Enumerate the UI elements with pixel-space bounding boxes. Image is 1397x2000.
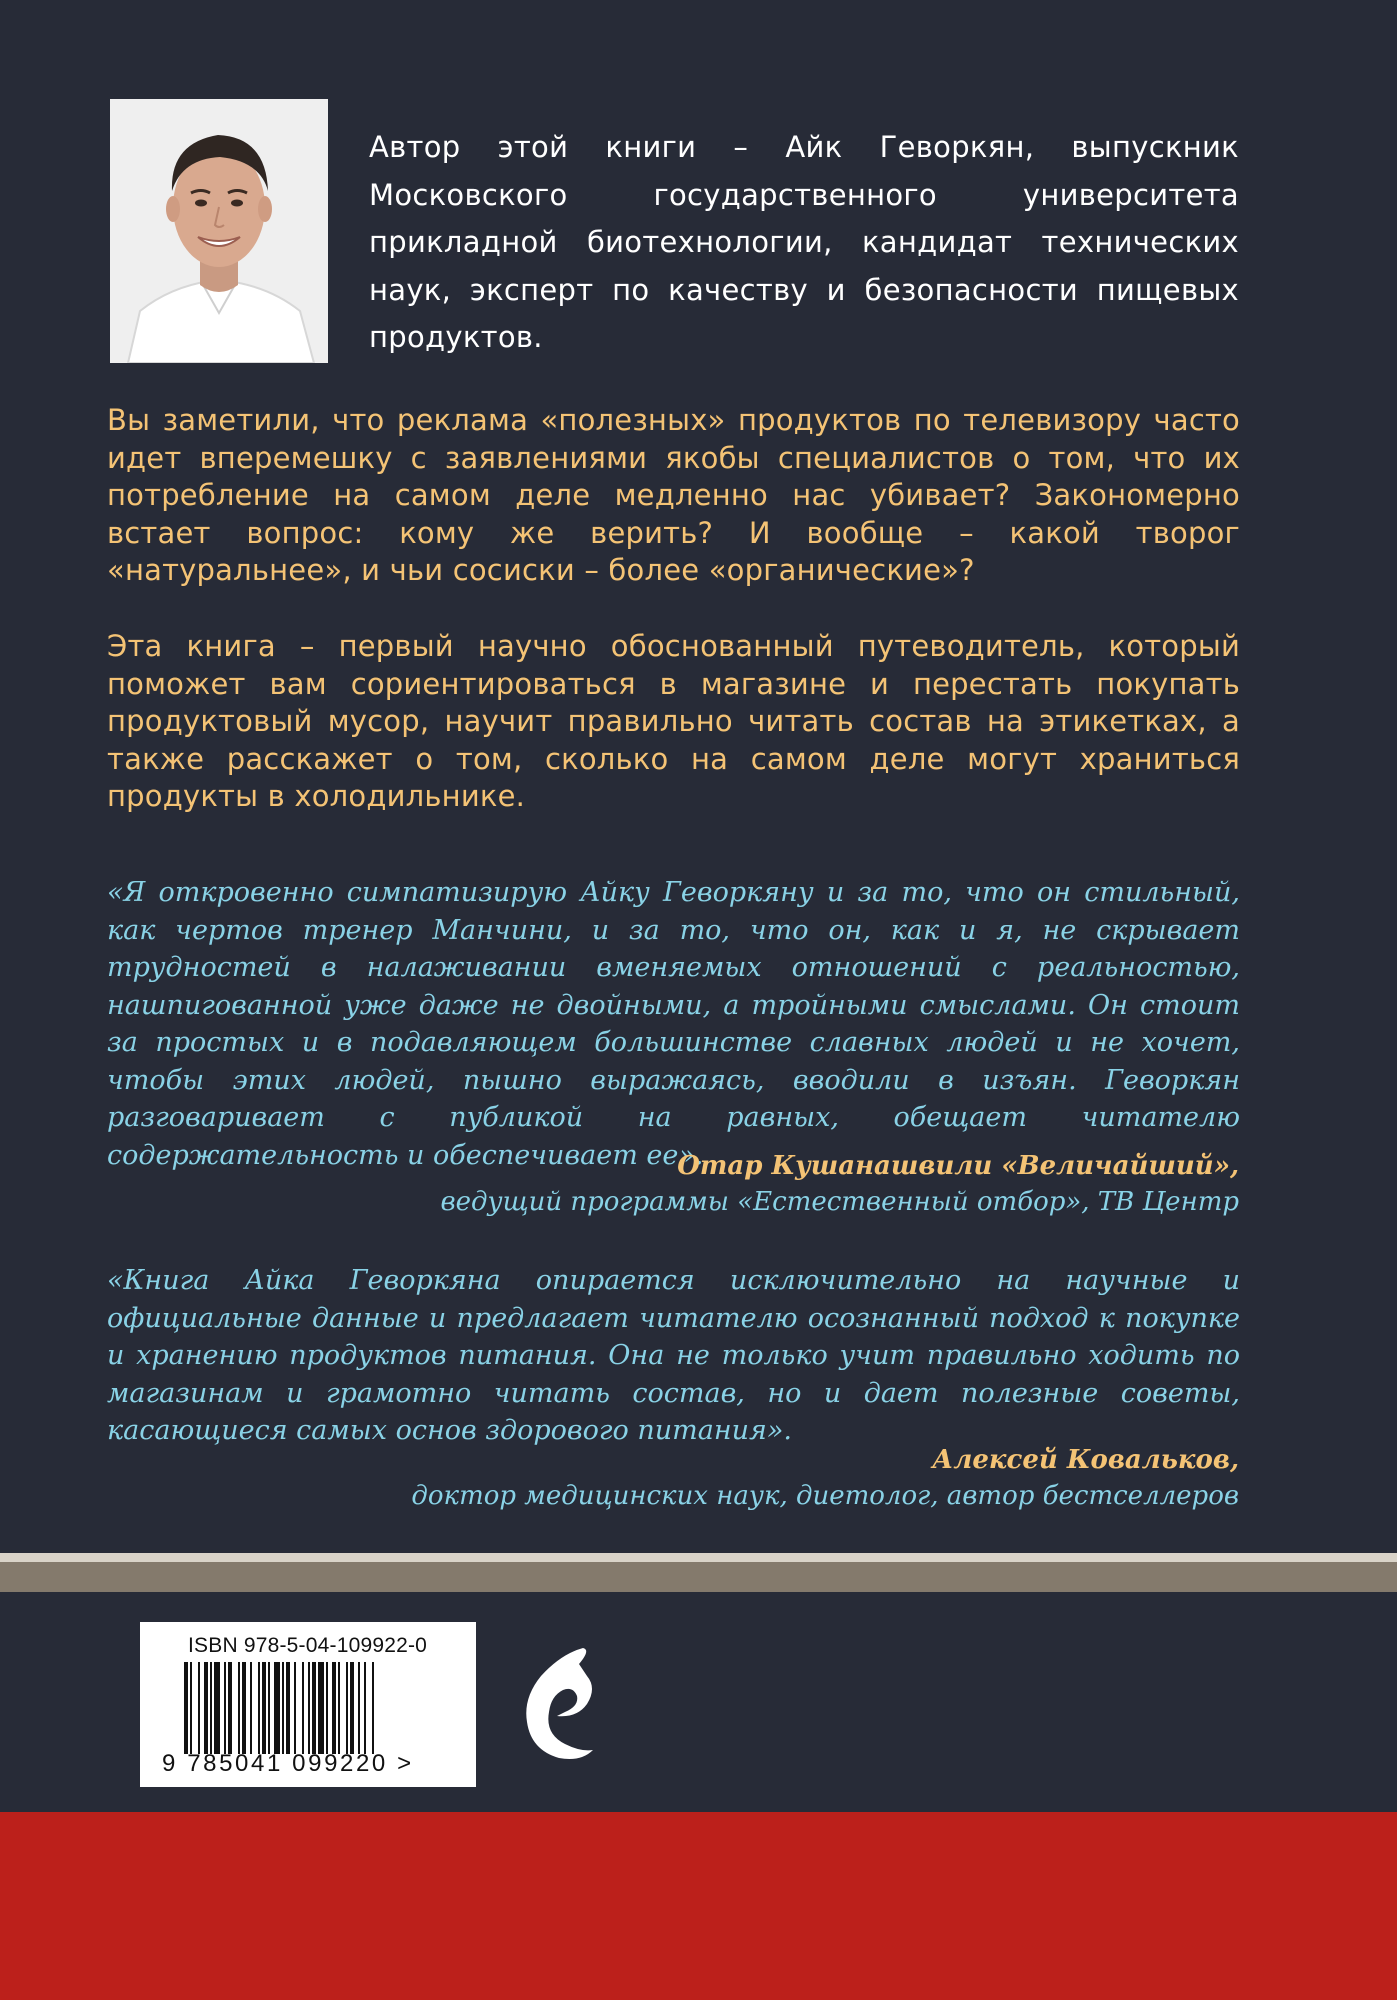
testimonial-quote: «Я откровенно симпатизирую Айку Геворкяну и за то, что он стильный, как чертов тренер Манчини, и за то, что он, как и я, не скрывает трудностей в налаживании вменяемых отношений с реальностью, нашпигованной уже даже не двойными, а тройными смыслами. Он стоит за простых и в подавляющем большинстве славных людей и не хочет, чтобы этих людей, пышно выражаясь, вводили в изъян. Геворкян разговаривает с публикой на равных, обещает читателю содержательность и обеспечивает ее». [107,877,1240,1171]
bottom-red-band [0,1812,1397,2000]
ean-digits: 9 785041 099220 > [162,1750,414,1777]
description-paragraph: Вы заметили, что реклама «полезных» продуктов по телевизору часто идет вперемешку с заявлениями якобы специалистов о том, что их потребление на самом деле медленно нас убивает? Закономерно встает вопрос: кому же верить? И вообще – какой творог «натуральнее», и чьи сосиски – более «органические»? [107,403,1240,587]
author-bio: Автор этой книги – Айк Геворкян, выпускник Московского государственного университета прикладной биотехнологии, кандидат технических наук, эксперт по качеству и безопасности пищевых продуктов. [369,130,1239,354]
publisher-e-logo-icon [521,1646,597,1764]
testimonial-author-name: Отар Кушанашвили «Величайший», [677,1151,1239,1181]
isbn-number: ISBN 978-5-04-109922-0 [188,1634,428,1657]
testimonial-author-name: Алексей Ковальков, [932,1445,1239,1475]
testimonial-author-role: ведущий программы «Естественный отбор», ТВ Центр [440,1187,1239,1217]
divider-band-light [0,1553,1397,1562]
description-paragraph: Эта книга – первый научно обоснованный путеводитель, который поможет вам сориентироваться в магазине и перестать покупать продуктовый мусор, научит правильно читать состав на этикетках, а также расскажет о том, сколько на самом деле могут храниться продукты в холодильнике. [107,629,1240,813]
author-portrait-icon [110,99,328,363]
divider-band-taupe [0,1562,1397,1592]
testimonial-quote: «Книга Айка Геворкяна опирается исключительно на научные и официальные данные и предлагает читателю осознанный подход к покупке и хранению продуктов питания. Она не только учит правильно ходить по магазинам и грамотно читать состав, но и дает полезные советы, касающиеся самых основ здорового питания». [107,1265,1240,1446]
isbn-barcode [140,1622,476,1787]
testimonial-attribution [440,1148,1239,1220]
author-photo [110,99,328,363]
testimonial-author-role: доктор медицинских наук, диетолог, автор бестселлеров [411,1481,1239,1511]
barcode-bars [184,1662,434,1754]
testimonial-attribution [411,1442,1239,1514]
